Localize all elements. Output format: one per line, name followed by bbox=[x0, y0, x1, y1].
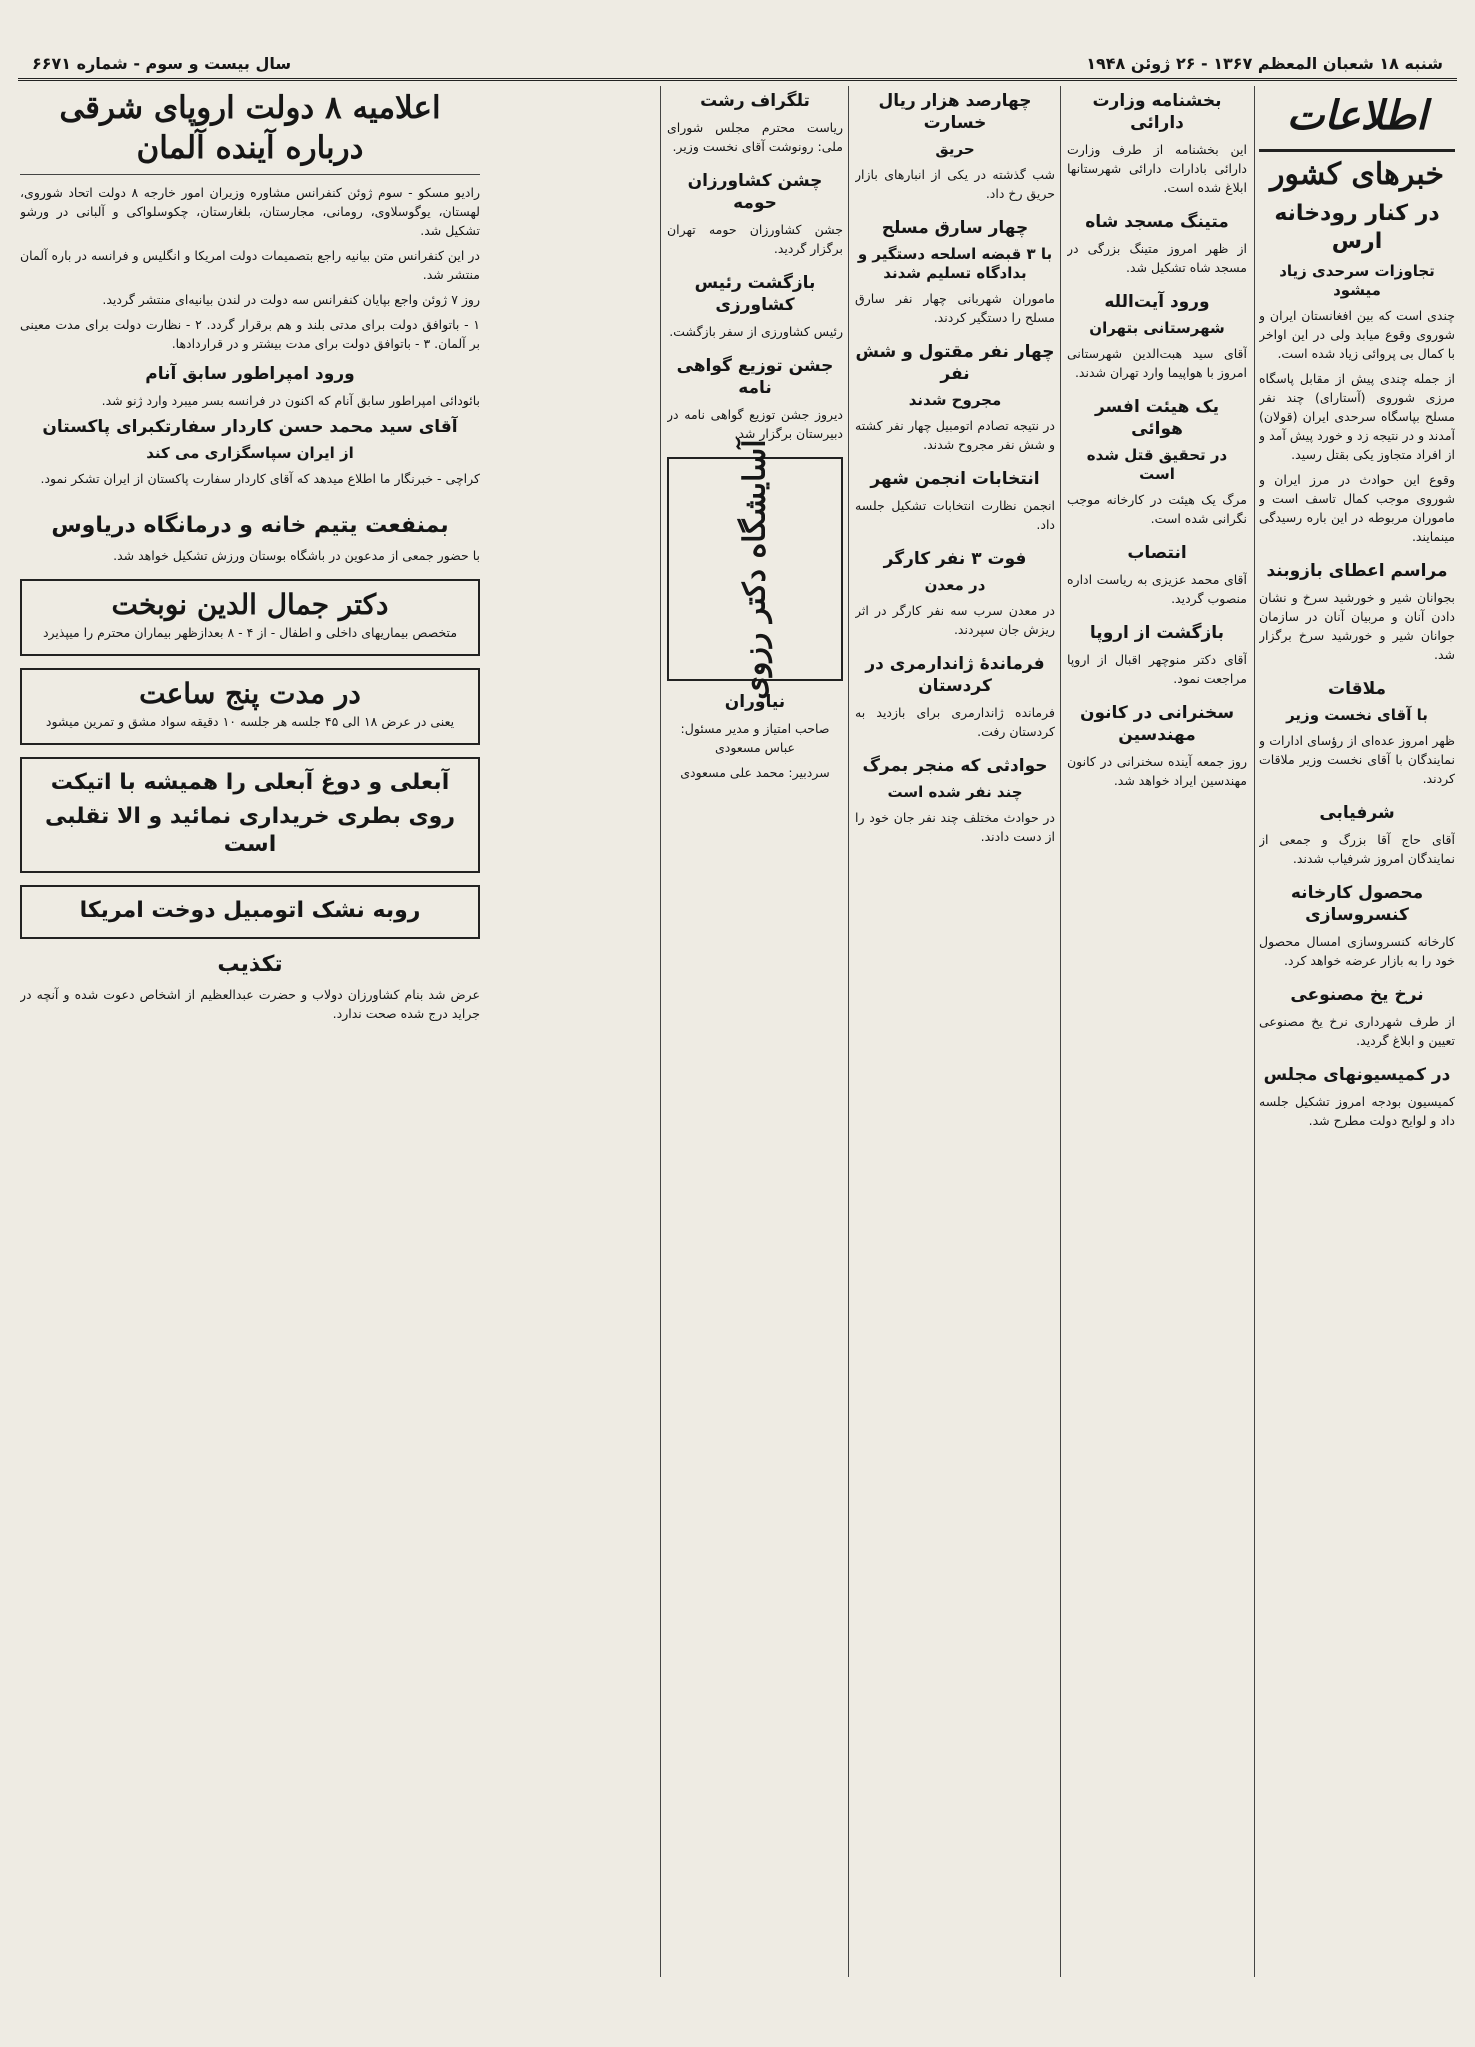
abali-ad bbox=[20, 757, 480, 873]
course-ad bbox=[20, 668, 480, 745]
abali-ad-subtitle: روی بطری خریداری نمائید و الا تقلبی است bbox=[44, 804, 455, 857]
course-ad-text: یعنی در عرض ۱۸ الی ۴۵ جلسه هر جلسه ۱۰ دقیقه سواد مشق و تمرین میشود bbox=[45, 714, 455, 729]
article-text: از جمله چندی پیش از مقابل پاسگاه مرزی شوروی (آستارای) چند نفر مسلح بپاسگاه سرحدی ایران (قولان) آمدند و در نتیجه زد و خورد پیش آمد و از افراد متجاوز یکی بقتل رسید. bbox=[1259, 371, 1455, 462]
column-5 bbox=[20, 86, 480, 1977]
article-subheadline: در معدن bbox=[924, 576, 986, 594]
article bbox=[667, 90, 843, 156]
article-headline: شرفیابی bbox=[1319, 803, 1395, 823]
article-headline: حوادثی که منجر بمرگ bbox=[862, 756, 1048, 776]
article bbox=[667, 170, 843, 258]
article-text: بائودائی امپراطور سابق آنام که اکنون در فرانسه بسر میبرد وارد ژنو شد. bbox=[101, 393, 480, 408]
article-headline: سخنرانی در کانون مهندسین bbox=[1079, 703, 1235, 745]
column-3 bbox=[855, 86, 1055, 1977]
article-text: آقای حاج آقا بزرگ و جمعی از نمایندگان امروز شرفیاب شدند. bbox=[1259, 832, 1455, 866]
article bbox=[855, 755, 1055, 846]
article-headline: مراسم اعطای بازوبند bbox=[1266, 561, 1448, 581]
article-headline: در کنار رودخانه ارس bbox=[1274, 201, 1440, 254]
article-headline: انتخابات انجمن شهر bbox=[870, 469, 1040, 489]
article-headline: تلگراف رشت bbox=[700, 91, 810, 111]
article-subheadline: مجروح شدند bbox=[908, 391, 1002, 409]
article bbox=[1067, 622, 1247, 688]
article-headline: نرخ یخ مصنوعی bbox=[1290, 985, 1424, 1005]
article-text: در این کنفرانس متن بیانیه راجع بتصمیمات دولت امریکا و انگلیس و فرانسه در باره آلمان منتشر شد. bbox=[20, 248, 480, 282]
article-headline: در کمیسیونهای مجلس bbox=[1263, 1065, 1451, 1085]
sub-articles bbox=[20, 359, 480, 508]
article bbox=[1067, 291, 1247, 382]
sanatorium-ad bbox=[667, 438, 843, 700]
article-text: عرض شد بنام کشاورزان دولاب و حضرت عبدالعظیم از اشخاص دعوت شده و آنچه در جراید درج شده صحت ندارد. bbox=[20, 987, 480, 1021]
article-text: فرمانده ژاندارمری برای بازدید به کردستان رفت. bbox=[855, 705, 1055, 739]
article-headline: بازگشت از اروپا bbox=[1089, 623, 1225, 643]
article bbox=[855, 217, 1055, 327]
column-rule bbox=[848, 86, 849, 1977]
article-headline: بازگشت رئیس کشاورزی bbox=[694, 273, 816, 315]
article-subheadline: شهرستانی بتهران bbox=[1089, 319, 1225, 337]
article-text: روز ۷ ژوئن واجع بپایان کنفرانس سه دولت در لندن بیانیه‌ای منتشر گردید. bbox=[102, 292, 480, 307]
article-subheadline: تجاوزات سرحدی زیاد میشود bbox=[1279, 262, 1435, 299]
article bbox=[1259, 1064, 1455, 1130]
article bbox=[855, 341, 1055, 454]
article-headline: انتصاب bbox=[1127, 543, 1187, 563]
article bbox=[20, 512, 480, 565]
article-text: در معدن سرب سه نفر کارگر در اثر ریزش جان سپردند. bbox=[855, 603, 1055, 637]
article-headline: بمنفعت یتیم خانه و درمانگاه دریاوس bbox=[51, 513, 449, 538]
masthead-date: شنبه ۱۸ شعبان المعظم ۱۳۶۷ - ۲۶ ژوئن ۱۹۴۸ bbox=[1086, 53, 1443, 73]
doctor-ad-title: دکتر جمال الدین نوبخت bbox=[111, 588, 389, 621]
article bbox=[1259, 678, 1455, 788]
article bbox=[1067, 211, 1247, 277]
article bbox=[667, 272, 843, 341]
article-text: کراچی - خبرنگار ما اطلاع میدهد که آقای کاردار سفارت پاکستان از ایران تشکر نمود. bbox=[40, 471, 480, 486]
abali-ad-title: آبعلی و دوغ آبعلی را همیشه با اتیکت bbox=[50, 770, 450, 795]
article bbox=[667, 355, 843, 443]
article-text: در حوادث مختلف چند نفر جان خود را از دست دادند. bbox=[855, 810, 1055, 844]
sanatorium-ad-title: آسایشگاه دکتر رزوی bbox=[737, 438, 773, 700]
article-headline: متینگ مسجد شاه bbox=[1085, 212, 1229, 232]
article-subheadline: از ایران سپاسگزاری می کند bbox=[146, 444, 354, 462]
article-subheadline: با آقای نخست وزیر bbox=[1286, 706, 1428, 724]
article-text: جشن کشاورزان حومه تهران برگزار گردید. bbox=[667, 222, 843, 256]
article bbox=[855, 548, 1055, 639]
article-headline: چهار سارق مسلح bbox=[881, 218, 1029, 238]
course-ad-title: در مدت پنج ساعت bbox=[139, 677, 361, 710]
article-headline: بخشنامه وزارت دارائی bbox=[1092, 91, 1222, 133]
column-1 bbox=[1259, 86, 1455, 1977]
article bbox=[1067, 90, 1247, 197]
article-text: رئیس کشاورزی از سفر بازگشت. bbox=[669, 324, 843, 339]
masthead-issue: سال بیست و سوم - شماره ۶۶۷۱ bbox=[32, 53, 292, 73]
column-rule bbox=[660, 86, 661, 1977]
article bbox=[1067, 702, 1247, 790]
article-subheadline: با ۳ قبضه اسلحه دستگیر و بدادگاه تسلیم شدند bbox=[857, 245, 1053, 282]
article bbox=[1067, 396, 1247, 528]
article-text: ماموران شهربانی چهار نفر سارق مسلح را دستگیر کردند. bbox=[855, 291, 1055, 325]
article-headline: ورود آیت‌الله bbox=[1104, 292, 1210, 312]
article bbox=[855, 653, 1055, 741]
article bbox=[1259, 984, 1455, 1050]
column-4 bbox=[667, 86, 843, 1977]
article-headline: جشن توزیع گواهی نامه bbox=[676, 356, 834, 398]
article-text: بجوانان شیر و خورشید سرخ و نشان دادن آنان و مربیان آنان در سازمان جوانان شیر و خورشید سرخ برگزار شد. bbox=[1259, 590, 1455, 662]
article-text: کمیسیون بودجه امروز تشکیل جلسه داد و لوایح دولت مطرح شد. bbox=[1259, 1094, 1455, 1128]
article-headline: ملاقات bbox=[1327, 679, 1387, 699]
article-headline: تکذیب bbox=[217, 952, 283, 977]
article-headline: چشن کشاورزان حومه bbox=[687, 171, 823, 213]
editor-credit: سردبیر: محمد علی مسعودی bbox=[680, 765, 830, 780]
article-text: آقای دکتر منوچهر اقبال از اروپا مراجعت نمود. bbox=[1067, 652, 1247, 686]
article-text: شب گذشته در یکی از انبارهای بازار حریق رخ داد. bbox=[855, 167, 1055, 201]
article bbox=[20, 951, 480, 1023]
article-text: در نتیجه تصادم اتومبیل چهار نفر کشته و شش نفر مجروح شدند. bbox=[855, 418, 1055, 452]
article-text: انجمن نظارت انتخابات تشکیل جلسه داد. bbox=[855, 498, 1055, 532]
article-headline: یک هیئت افسر هوائی bbox=[1094, 397, 1220, 439]
article bbox=[855, 90, 1055, 203]
sanatorium-ad-location: نیاوران bbox=[724, 692, 786, 712]
article bbox=[1259, 200, 1455, 546]
article-text: ریاست محترم مجلس شورای ملی: رونوشت آقای نخست وزیر. bbox=[667, 120, 843, 154]
article bbox=[1259, 882, 1455, 970]
article-text: آقای محمد عزیزی به ریاست اداره منصوب گردید. bbox=[1067, 572, 1247, 606]
article-headline: آقای سید محمد حسن کاردار سفارتکبرای پاکستان bbox=[42, 417, 458, 437]
column-2 bbox=[1067, 86, 1247, 1977]
article-text: کارخانه کنسروسازی امسال محصول خود را به بازار عرضه خواهد کرد. bbox=[1259, 934, 1455, 968]
column-rule bbox=[1254, 86, 1255, 1977]
article-text: روز جمعه آینده سخنرانی در کانون مهندسین ایراد خواهد شد. bbox=[1067, 754, 1247, 788]
article-text: از طرف شهرداری نرخ یخ مصنوعی تعیین و ابلاغ گردید. bbox=[1259, 1014, 1455, 1048]
article-headline: فوت ۳ نفر کارگر bbox=[883, 549, 1027, 569]
section-title: خبرهای کشور bbox=[1269, 157, 1445, 192]
article-headline: محصول کارخانه کنسروسازی bbox=[1290, 883, 1424, 925]
article-subheadline: حریق bbox=[935, 140, 975, 158]
article-subheadline: چند نفر شده است bbox=[887, 783, 1023, 801]
article-headline: چهار نفر مقتول و شش نفر bbox=[855, 342, 1055, 384]
article-text: دیروز جشن توزیع گواهی نامه در دبیرستان برگزار شد. bbox=[667, 407, 843, 441]
column-rule bbox=[1060, 86, 1061, 1977]
publisher-credit: صاحب امتیاز و مدیر مسئول: عباس مسعودی bbox=[680, 721, 830, 755]
article-subheadline: در تحقیق قتل شده است bbox=[1086, 446, 1228, 483]
article bbox=[1067, 542, 1247, 608]
newspaper-logo: اطلاعات bbox=[1259, 86, 1455, 152]
article bbox=[20, 359, 480, 494]
article-text: این بخشنامه از طرف وزارت دارائی بادارات دارائی شهرستانها ابلاغ شده است. bbox=[1067, 142, 1247, 195]
article-text: چندی است که بین افغانستان ایران و شوروی وقوع میابد ولی در این اواخر با کمال بی پروائی زیاد شده است. bbox=[1259, 308, 1455, 361]
article-text: آقای سید هبت‌الدین شهرستانی امروز با هواپیما وارد تهران شدند. bbox=[1067, 346, 1247, 380]
article-headline: ورود امپراطور سابق آنام bbox=[145, 364, 355, 384]
article-text: مرگ یک هیئت در کارخانه موجب نگرانی شده است. bbox=[1067, 492, 1247, 526]
article-text: وقوع این حوادث در مرز ایران و شوروی موجب کمال تاسف است و ماموران مربوطه در این باره رسیدگی مینمایند. bbox=[1259, 472, 1455, 544]
doctor-ad-text: متخصص بیماریهای داخلی و اطفال - از ۴ - ۸ بعدازظهر بیماران محترم را میپذیرد bbox=[42, 625, 458, 640]
masthead bbox=[18, 48, 1457, 81]
article-text: ظهر امروز عده‌ای از رؤسای ادارات و نمایندگان با آقای نخست وزیر ملاقات کردند. bbox=[1259, 733, 1455, 786]
car-cover-ad bbox=[20, 885, 480, 939]
article bbox=[855, 468, 1055, 534]
doctor-ad bbox=[20, 579, 480, 656]
article bbox=[1259, 802, 1455, 868]
article bbox=[1259, 560, 1455, 664]
article-list: ۱ - باتوافق دولت برای مدتی بلند و هم برقرار گردد. ۲ - نظارت دولت برای مدت معینی بر آلمان. ۳ - باتوافق دولت برای مدت بیشتر و در قراردادها. bbox=[20, 317, 480, 351]
article-headline: فرماندهٔ ژاندارمری در کردستان bbox=[865, 654, 1045, 696]
article-text: با حضور جمعی از مدعوین در باشگاه بوستان ورزش تشکیل خواهد شد. bbox=[113, 548, 480, 563]
article-text: رادیو مسکو - سوم ژوئن کنفرانس مشاوره وزیران امور خارجه ۸ دولت اتحاد شوروی، لهستان، یوگوسلاوی، رومانی، مجارستان، بلغارستان، چکوسلواکی و آلبانی در ورشو تشکیل شد. bbox=[20, 185, 480, 238]
article-text: از ظهر امروز متینگ بزرگی در مسجد شاه تشکیل شد. bbox=[1067, 241, 1247, 275]
article-headline: چهارصد هزار ریال خسارت bbox=[878, 91, 1032, 133]
main-headline: اعلامیه ۸ دولت اروپای شرقی درباره آینده آلمان bbox=[20, 88, 480, 175]
car-cover-ad-title: روبه نشک اتومبیل دوخت امریکا bbox=[79, 898, 421, 923]
